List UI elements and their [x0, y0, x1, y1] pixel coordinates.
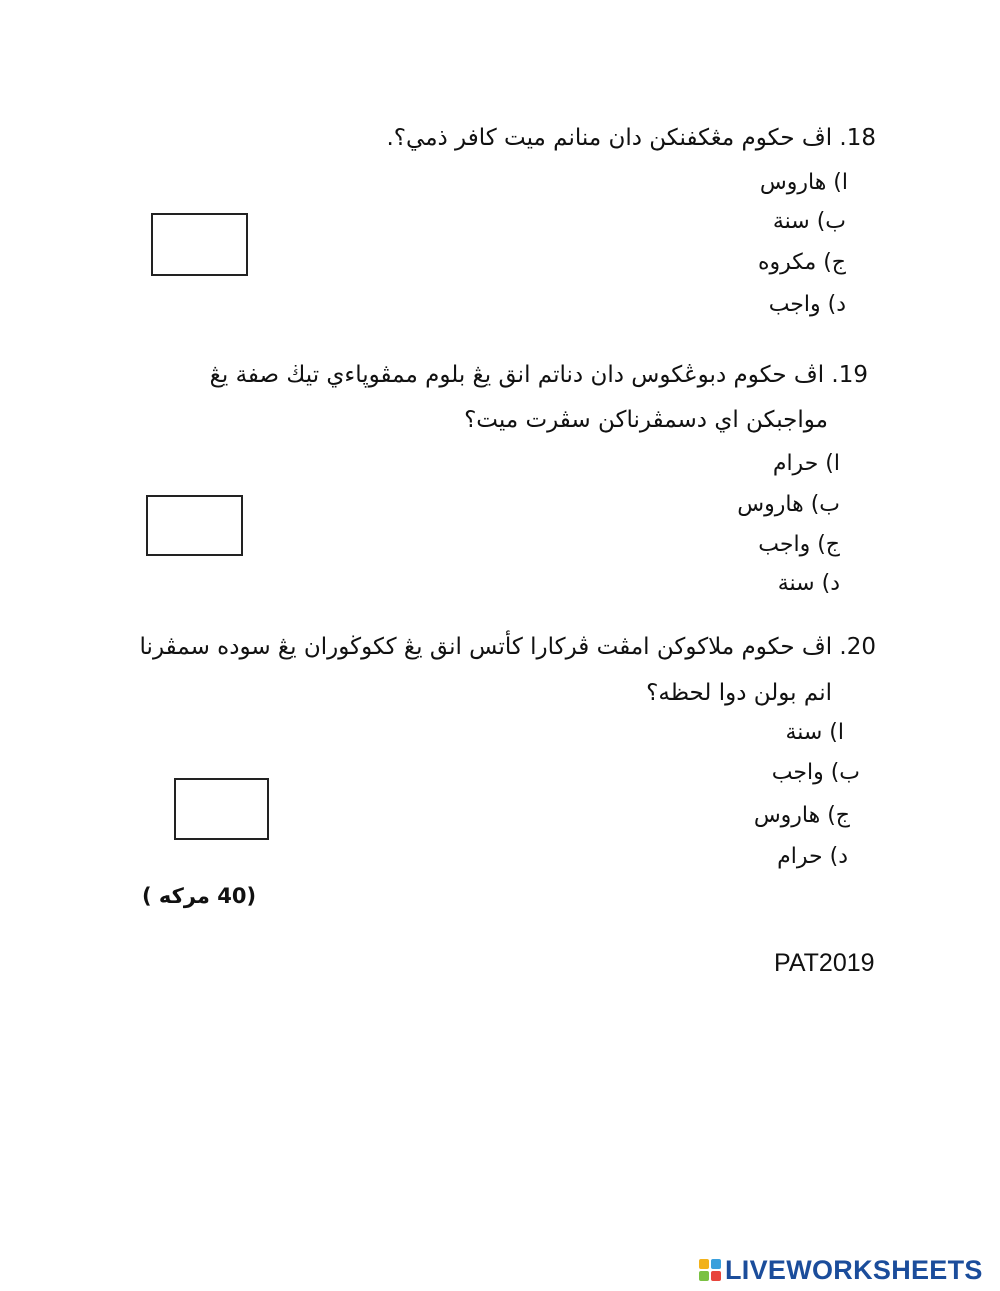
- question-20-text-line-2: انم بولن دوا لحظه؟: [646, 680, 832, 706]
- question-20-option-b: ب) واجب: [771, 760, 860, 785]
- question-20-answer-box[interactable]: [174, 778, 269, 840]
- question-20-option-a: ا) سنة: [785, 720, 844, 745]
- question-19-option-b: ب) هاروس: [737, 492, 840, 517]
- question-18-answer-box[interactable]: [151, 213, 248, 276]
- liveworksheets-wordmark: LIVEWORKSHEETS: [725, 1254, 983, 1285]
- question-18-option-b: ب) سنة: [772, 209, 846, 234]
- question-20-text-line-1: 20. اڤ حكوم ملاكوكن امڤت ڤركارا كأتس انق يڠ ككوڬوران يڠ سوده سمڤرنا: [139, 634, 876, 660]
- question-20-option-c: ج) هاروس: [753, 803, 850, 828]
- question-19-text-line-1: 19. اڤ حكوم دبوڠكوس دان دناتم انق يڠ بلوم ممڤوڽاءي تيڬ صفة يڠ: [209, 362, 868, 388]
- exam-code: PAT2019: [774, 949, 875, 977]
- question-19-option-c: ج) واجب: [758, 532, 840, 557]
- question-18-option-c: ج) مكروه: [758, 250, 846, 275]
- question-19-option-a: ا) حرام: [772, 451, 840, 476]
- total-marks: (40 مركه ): [142, 884, 257, 908]
- question-18-text: 18. اڤ حكوم مڠكفنكن دان منانم ميت كافر ذمي؟.: [386, 125, 876, 151]
- question-19-text-line-2: مواجبكن اي دسمڤرناكن سڤرت ميت؟: [464, 407, 828, 433]
- question-18-option-a: ا) هاروس: [759, 170, 848, 195]
- question-18-option-d: د) واجب: [768, 292, 846, 317]
- liveworksheets-brand: [699, 1255, 983, 1285]
- question-20-option-d: د) حرام: [777, 844, 848, 869]
- question-19-answer-box[interactable]: [146, 495, 243, 556]
- question-19-option-d: د) سنة: [777, 571, 840, 596]
- liveworksheets-logo-icon: [699, 1259, 721, 1281]
